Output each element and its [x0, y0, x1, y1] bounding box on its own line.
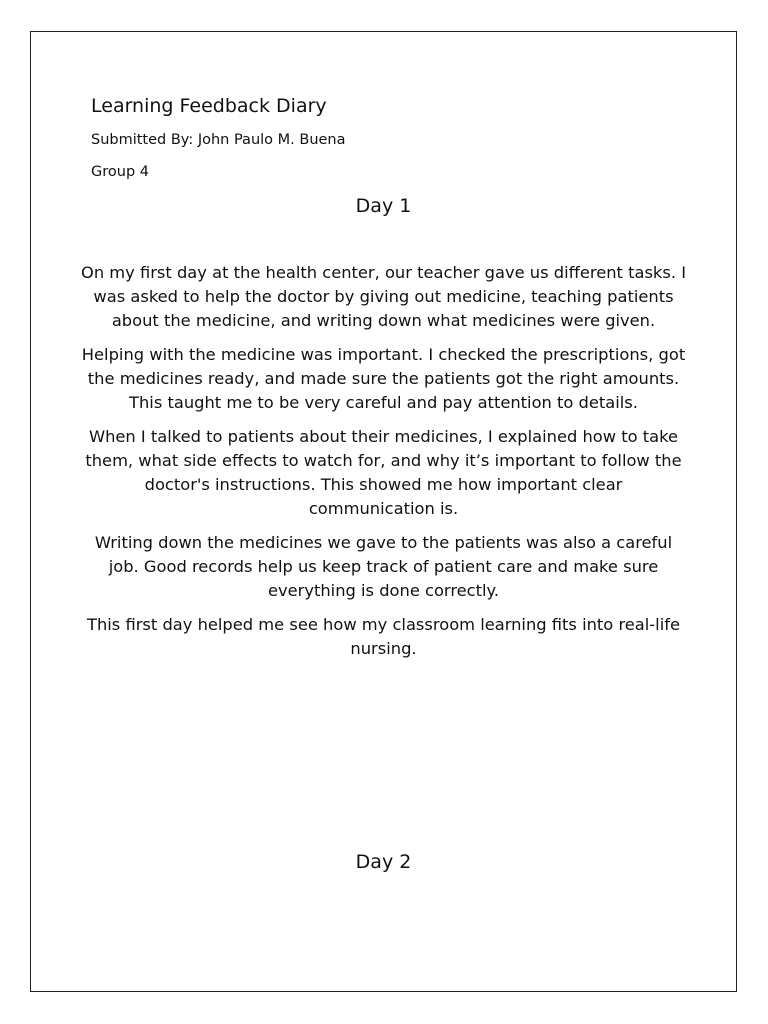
submitted-by: Submitted By: John Paulo M. Buena	[91, 132, 346, 148]
day-1-body	[81, 261, 686, 671]
day-1-paragraph-1: On my first day at the health center, our teacher gave us different tasks. I was asked to help the doctor by giving out medicine, teaching patients about the medicine, and writing down what medicines were given.	[81, 263, 686, 331]
document-title: Learning Feedback Diary	[91, 95, 327, 117]
day-1-paragraph-2: Helping with the medicine was important. I checked the prescriptions, got the medicines ready, and made sure the patients got the right amounts. This taught me to be very careful and pay attention to details.	[81, 344, 686, 413]
group-label: Group 4	[91, 164, 149, 180]
day-2-heading: Day 2	[355, 851, 412, 873]
day-1-paragraph-4: Writing down the medicines we gave to the patients was also a careful job. Good records help us keep track of patient care and make sure everything is done correctly.	[94, 532, 673, 601]
day-1-paragraph-3: When I talked to patients about their medicines, I explained how to take them, what side effects to watch for, and why it’s important to follow the doctor's instructions. This showed me how important clear communication is.	[85, 426, 682, 519]
day-1-paragraph-5: This first day helped me see how my classroom learning fits into real-life nursing.	[87, 614, 680, 659]
day-1-heading: Day 1	[355, 195, 412, 217]
document-page	[30, 31, 737, 992]
